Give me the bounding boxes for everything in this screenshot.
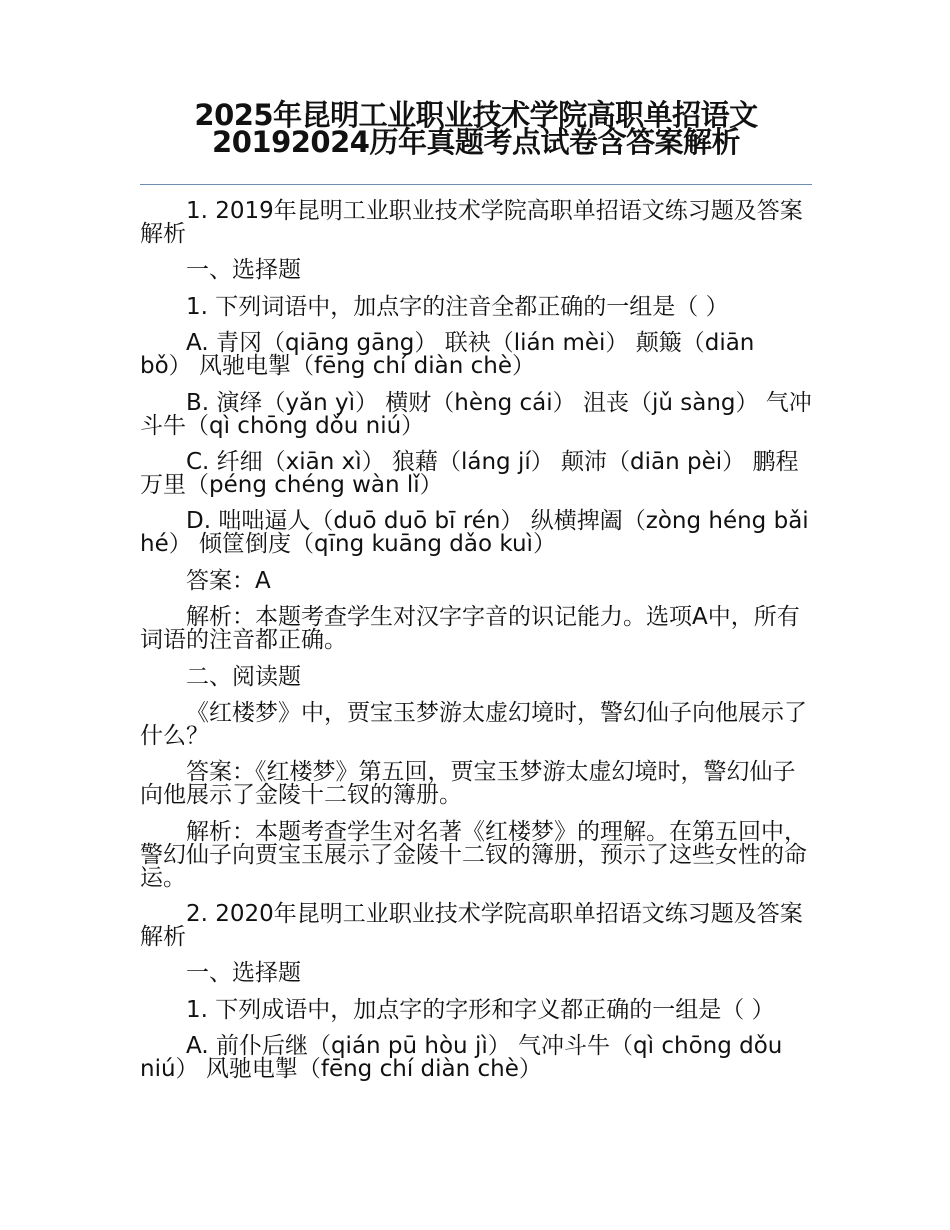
document-body [140, 200, 812, 1095]
question-text: 1. 下列词语中，加点字的注音全都正确的一组是（ ） [186, 293, 729, 320]
answer-text: 答案：A [186, 567, 271, 594]
option-c: C. 纤细（xiān xì） 狼藉（láng jí） 颠沛（diān pèi） 鹏程万里（péng chéng wàn lǐ） [140, 448, 799, 498]
part-heading: 一、选择题 [186, 257, 301, 284]
option-b: B. 演绎（yǎn yì） 横财（hèng cái） 沮丧（jǔ sàng） 气冲斗牛（qì chōng dǒu niú） [140, 389, 812, 439]
explanation-text: 解析：本题考查学生对汉字字音的识记能力。选项A中，所有词语的注音都正确。 [140, 604, 800, 654]
explanation-text: 解析：本题考查学生对名著《红楼梦》的理解。在第五回中，警幻仙子向贾宝玉展示了金陵十二钗的簿册，预示了这些女性的命运。 [140, 818, 807, 891]
option-a: A. 前仆后继（qián pū hòu jì） 气冲斗牛（qì chōng dǒu niú） 风驰电掣（fēng chí diàn chè） [140, 1033, 783, 1083]
question-text: 《红楼梦》中，贾宝玉梦游太虚幻境时，警幻仙子向他展示了什么？ [140, 699, 807, 749]
answer-text: 答案：《红楼梦》第五回，贾宝玉梦游太虚幻境时，警幻仙子向他展示了金陵十二钗的簿册。 [140, 759, 796, 809]
document-title: 2025年昆明工业职业技术学院高职单招语文20192024历年真题考点试卷含答案解析 [194, 98, 758, 159]
option-a: A. 青冈（qiāng gāng） 联袂（lián mèi） 颠簸（diān bǒ） 风驰电掣（fēng chí diàn chè） [140, 330, 755, 380]
option-d: D. 咄咄逼人（duō duō bī rén） 纵横捭阖（zòng héng bǎi hé） 倾筐倒庋（qīng kuāng dǎo kuì） [140, 508, 809, 558]
title-divider [140, 184, 812, 185]
section-heading: 1. 2019年昆明工业职业技术学院高职单招语文练习题及答案解析 [140, 198, 803, 247]
part-heading: 二、阅读题 [186, 663, 301, 690]
question-text: 1. 下列成语中，加点字的字形和字义都正确的一组是（ ） [186, 996, 775, 1023]
section-heading: 2. 2020年昆明工业职业技术学院高职单招语文练习题及答案解析 [140, 901, 803, 951]
part-heading: 一、选择题 [186, 960, 301, 987]
